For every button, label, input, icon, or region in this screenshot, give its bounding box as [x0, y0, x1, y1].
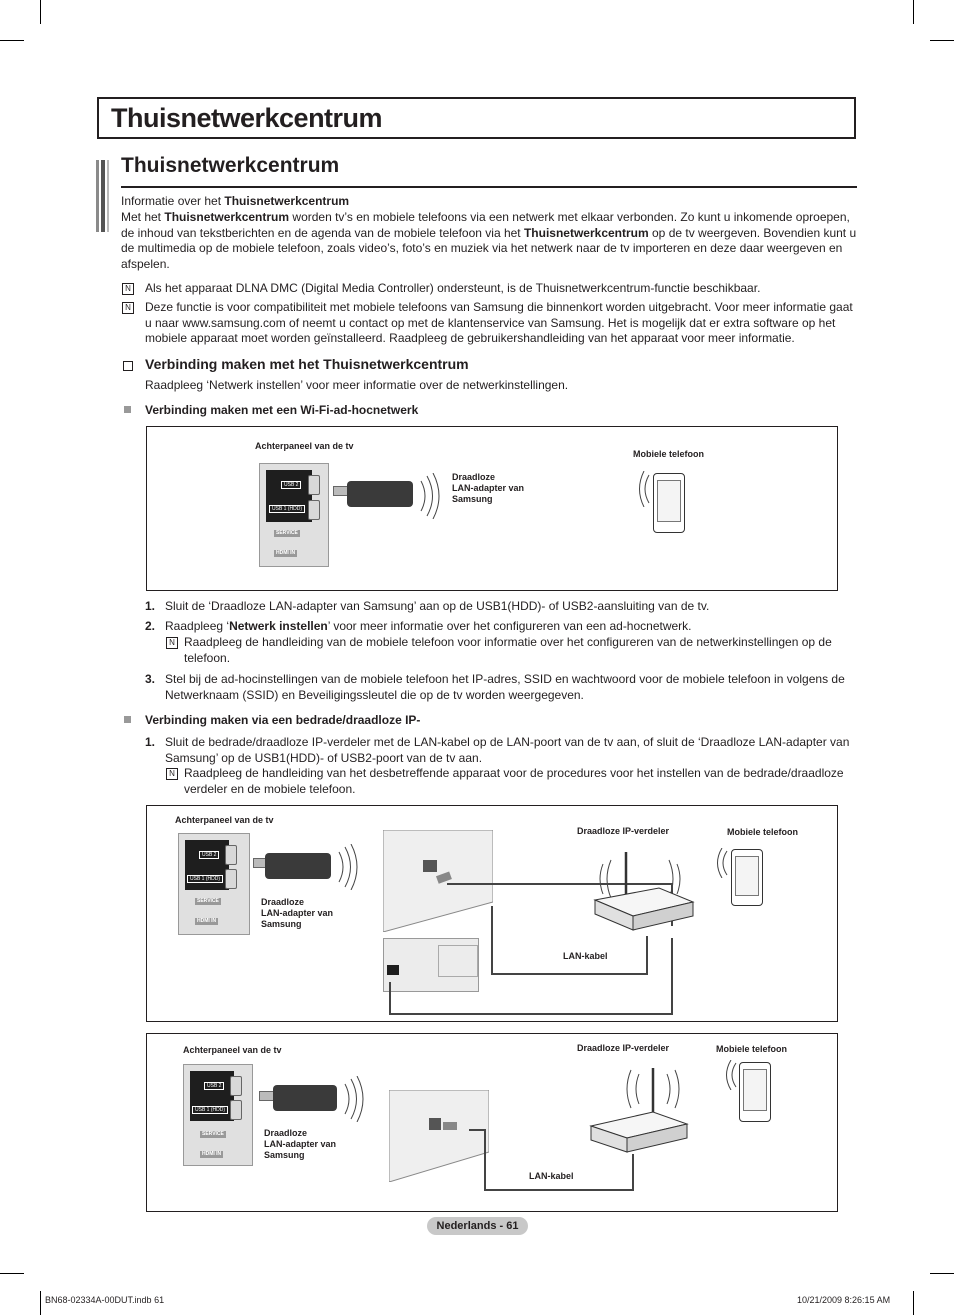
adapter-label: Draadloze LAN-adapter van Samsung	[261, 897, 334, 929]
usb2-label: USB 2	[204, 1082, 224, 1090]
hdmi-label: HDMI IN	[202, 1151, 222, 1157]
section-bar	[101, 160, 105, 232]
square-bullet-icon	[124, 406, 131, 413]
usb1-label: USB 1 (HDD)	[192, 1106, 228, 1114]
lan-cable-label: LAN-kabel	[563, 951, 608, 961]
mobile-phone-icon	[731, 849, 763, 906]
wireless-signal-icon	[715, 848, 729, 878]
wireless-signal-icon	[417, 473, 445, 519]
page-title: Thuisnetwerkcentrum	[111, 103, 383, 133]
crop-mark	[0, 1273, 24, 1274]
step-text: Stel bij de ad-hocinstellingen van de mobiele telefoon het IP-adres, SSID en wachtwoord voor de mobiele telefoon in volgens de Netwerknaam (SSID) en Beveiligingssleutel die op de tv worden weergegeven.	[165, 672, 845, 702]
step-number: 1.	[145, 735, 156, 749]
diagram-adhoc	[146, 426, 838, 591]
service-label: SERVICE	[202, 1131, 224, 1137]
router-label: Draadloze IP-verdeler	[577, 1043, 670, 1053]
diagram-router-wireless	[146, 1033, 838, 1212]
tv-back-label: Achterpaneel van de tv	[255, 441, 354, 451]
router-label: Draadloze IP-verdeler	[577, 826, 670, 836]
footer-file: BN68-02334A-00DUT.indb 61	[45, 1295, 165, 1305]
phone-label: Mobiele telefoon	[716, 1044, 788, 1054]
intro-paragraph: Met het Thuisnetwerkcentrum worden tv’s en mobiele telefoons via een netwerk met elkaar verbonden. Zo kunt u inkomende oproepen, de inhoud van tekstberichten en de agenda van de mobiele telefoon via het Thuisnetwerkcentrum op de tv weergeven. Bovendien kunt u de multimedia op de mobiele telefoon, zoals video’s, foto’s en muziek via het netwerk naar de tv importeren en deze daar weergeven en afspelen.	[121, 210, 857, 271]
crop-mark	[40, 1291, 41, 1315]
tv-back-label: Achterpaneel van de tv	[175, 815, 274, 825]
crop-mark	[0, 40, 24, 41]
mobile-phone-icon	[739, 1062, 771, 1122]
section-bar	[96, 160, 99, 232]
section-rule	[121, 186, 857, 188]
note-icon: N	[122, 302, 134, 314]
step-text: Raadpleeg ‘Netwerk instellen’ voor meer informatie over het configureren van een ad-hocnetwerk.	[165, 619, 692, 633]
wired-heading: Verbinding maken via een bedrade/draadloze IP-	[145, 713, 421, 727]
lan-cable-lines	[147, 806, 839, 1023]
crop-mark	[913, 1291, 914, 1315]
router-icon	[593, 844, 697, 944]
crop-mark	[930, 1273, 954, 1274]
service-label: SERVICE	[276, 530, 298, 536]
note-icon: N	[166, 637, 178, 649]
adapter-label: Draadloze LAN-adapter van Samsung	[264, 1128, 337, 1160]
step-number: 2.	[145, 619, 156, 633]
note-text: Raadpleeg de handleiding van de mobiele telefoon voor informatie over het configureren van de netwerkinstellingen op de telefoon.	[184, 635, 832, 665]
adhoc-heading: Verbinding maken met een Wi-Fi-ad-hocnetwerk	[145, 403, 419, 417]
usb1-label: USB 1 (HDD)	[187, 875, 223, 883]
note-text: Deze functie is voor compatibiliteit met mobiele telefoons van Samsung die binnenkort worden uitgebracht. Voor meer informatie gaat u naar www.samsung.com of neemt u contact op met de klantenservice van Samsung. Het is mogelijk dat er extra software op het mobiele apparaat moet worden geïnstalleerd. Raadpleeg de gebruikershandleiding van het apparaat voor meer informatie.	[145, 300, 853, 345]
page-title-box	[97, 97, 856, 139]
square-bullet-icon	[124, 716, 131, 723]
section-title: Thuisnetwerkcentrum	[121, 154, 340, 177]
phone-label: Mobiele telefoon	[727, 827, 799, 837]
crop-mark	[930, 40, 954, 41]
lan-adapter	[347, 481, 413, 507]
note-icon: N	[122, 283, 134, 295]
diagram-router-wired	[146, 805, 838, 1022]
page-number-badge: Nederlands - 61	[427, 1217, 528, 1235]
adapter-label: Draadloze LAN-adapter van Samsung	[452, 472, 525, 504]
intro-line: Informatie over het Thuisnetwerkcentrum	[121, 194, 350, 208]
wireless-signal-icon	[724, 1060, 738, 1090]
hdmi-label: HDMI IN	[197, 918, 217, 924]
usb2-label: USB 2	[281, 481, 301, 489]
note-icon: N	[166, 768, 178, 780]
hdmi-label: HDMI IN	[276, 550, 296, 556]
usb1-label: USB 1 (HDD)	[269, 505, 305, 513]
step-number: 3.	[145, 672, 156, 686]
tv-back-label: Achterpaneel van de tv	[183, 1045, 282, 1055]
router-icon	[587, 1060, 691, 1160]
usb-port	[308, 475, 320, 495]
service-label: SERVICE	[197, 898, 219, 904]
note-text: Raadpleeg de handleiding van het desbetreffende apparaat voor de procedures voor het instellen van de bedrade/draadloze verdeler en de mobiele telefoon.	[184, 766, 844, 796]
section-bar	[107, 160, 109, 232]
wireless-signal-icon	[637, 471, 651, 507]
crop-mark	[40, 0, 41, 24]
usb2-label: USB 2	[199, 851, 219, 859]
subsection-title: Verbinding maken met het Thuisnetwerkcentrum	[145, 356, 469, 372]
footer-timestamp: 10/21/2009 8:26:15 AM	[797, 1295, 891, 1305]
tv-back-panel	[259, 463, 329, 567]
step-text: Sluit de bedrade/draadloze IP-verdeler met de LAN-kabel op de LAN-poort van de tv aan, of sluit de ‘Draadloze LAN-adapter van Samsung’ op de USB1(HDD)- of USB2-poort van de tv aan.	[165, 735, 850, 765]
phone-label: Mobiele telefoon	[633, 449, 705, 459]
step-number: 1.	[145, 599, 156, 613]
tv-port-area	[266, 470, 312, 522]
lan-cable-label: LAN-kabel	[529, 1171, 574, 1181]
usb-port	[308, 500, 320, 520]
crop-mark	[913, 0, 914, 24]
mobile-phone-icon	[653, 473, 685, 533]
note-text: Als het apparaat DLNA DMC (Digital Media Controller) ondersteunt, is de Thuisnetwerkcentrum-functie beschikbaar.	[145, 281, 761, 295]
step-text: Sluit de ‘Draadloze LAN-adapter van Samsung’ aan op de USB1(HDD)- of USB2-aansluiting van de tv.	[165, 599, 710, 613]
subsection-text: Raadpleeg ‘Netwerk instellen’ voor meer informatie over de netwerkinstellingen.	[145, 378, 569, 392]
checkbox-bullet-icon	[123, 361, 133, 371]
